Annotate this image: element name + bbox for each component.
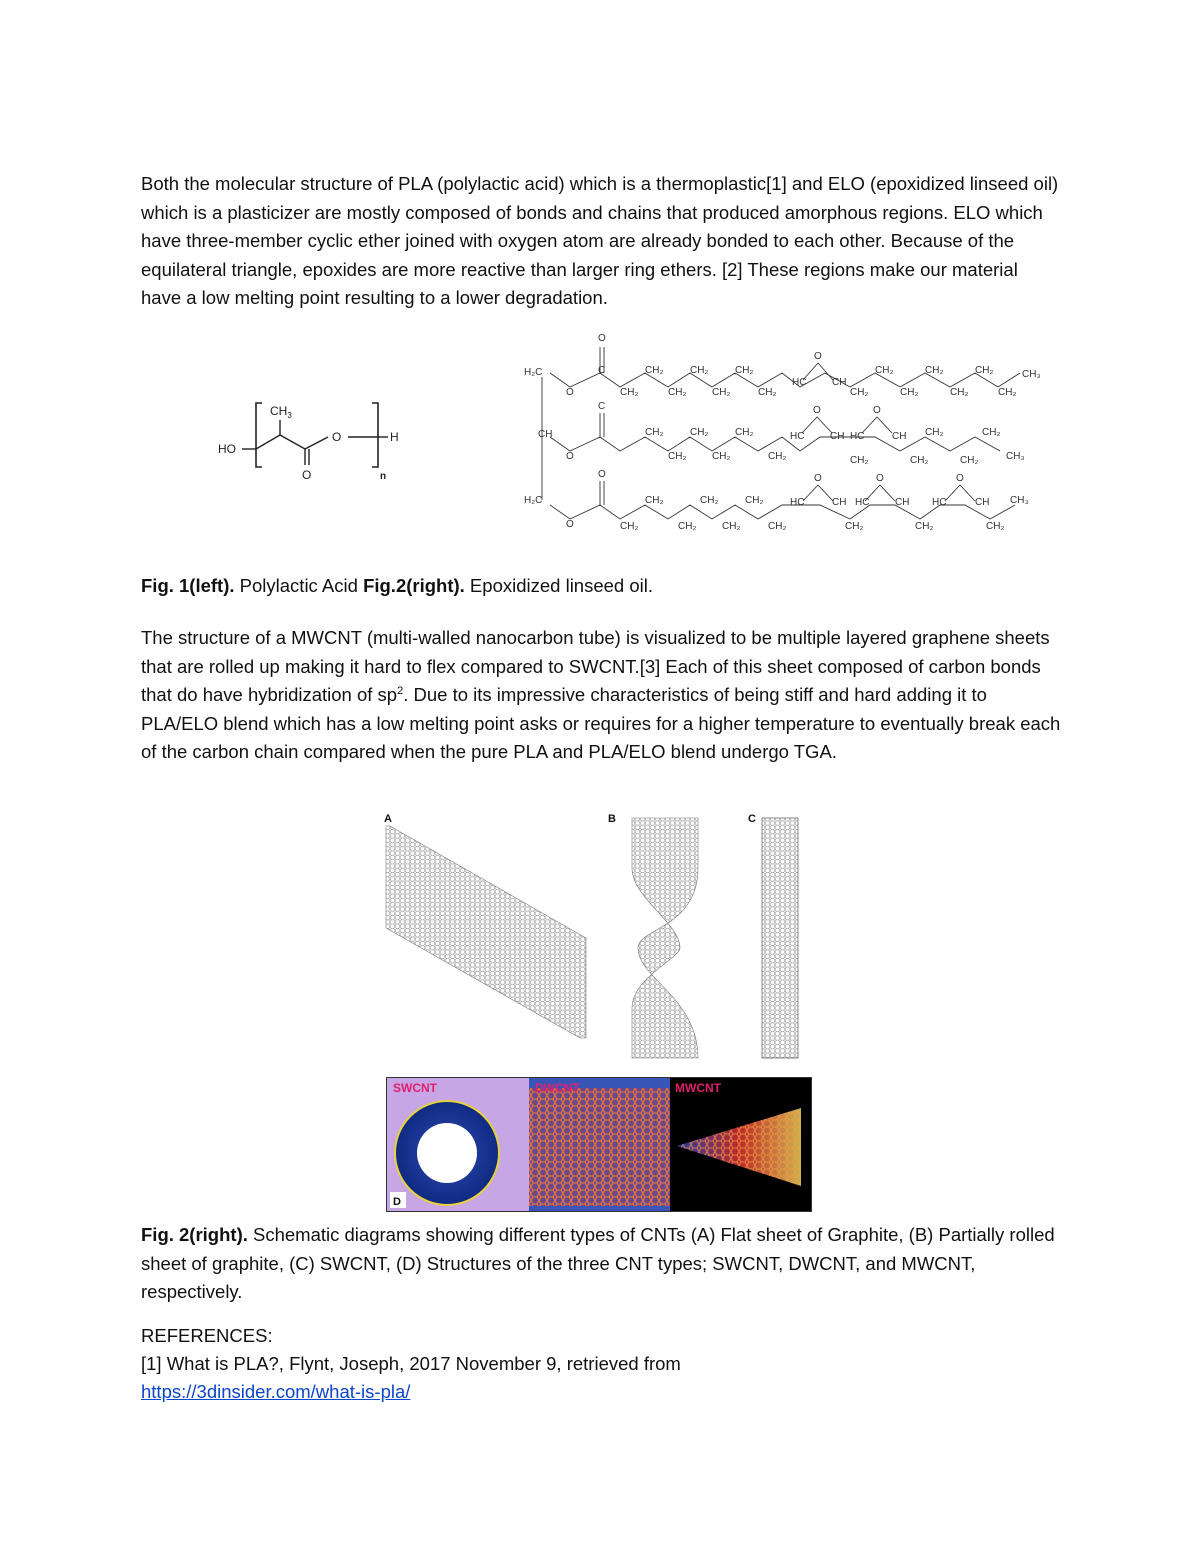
elo-ch2-label-1g: CH₂ <box>758 387 777 398</box>
elo-hc-label-2b: HC <box>850 431 865 442</box>
panel-d-label: D <box>393 1196 401 1208</box>
elo-ch2-label-1n: CH₂ <box>998 387 1017 398</box>
dwcnt-tint <box>529 1088 670 1206</box>
elo-ch2-label-1d: CH₂ <box>690 365 709 376</box>
elo-ch2-label-1a: CH₂ <box>620 387 639 398</box>
elo-ch-label-3b: CH <box>895 497 910 508</box>
elo-ch2-label-3g: CH₂ <box>768 521 787 532</box>
fig2-caption-label-inline: Fig.2(right). <box>363 575 465 596</box>
elo-ch2-label-3e: CH₂ <box>722 521 741 532</box>
figure2-caption <box>141 1221 1061 1307</box>
elo-hc-label-2a: HC <box>790 431 805 442</box>
elo-ch2-label-1e: CH₂ <box>712 387 731 398</box>
elo-o-label-1: O <box>598 333 606 344</box>
pla-carbonyl-oxygen-label: O <box>302 468 312 482</box>
dwcnt-label: DWCNT <box>535 1081 580 1095</box>
cnt-types-panel-d <box>386 1077 812 1212</box>
panel-a-label: A <box>384 813 392 825</box>
elo-hc-label-3c: HC <box>932 497 947 508</box>
elo-ch2-label-2g: CH₂ <box>850 455 869 466</box>
swcnt-hollow <box>417 1123 477 1183</box>
rolled-graphene-sheet <box>632 818 698 1058</box>
elo-epoxy-o-label-3a: O <box>814 473 822 484</box>
elo-ch2-label-1m: CH₂ <box>975 365 994 376</box>
elo-ch2-label-2d: CH₂ <box>712 451 731 462</box>
svg-text:CH3 <box>270 404 292 420</box>
elo-ch2-label-1k: CH₂ <box>925 365 944 376</box>
elo-ch2-label-3f: CH₂ <box>745 495 764 506</box>
elo-ch2-label-2k: CH₂ <box>982 427 1001 438</box>
elo-ch3-label-1: CH₃ <box>1022 369 1041 380</box>
elo-o-label-3b: O <box>566 519 574 530</box>
fig1-caption-label: Fig. 1(left). <box>141 575 235 596</box>
elo-c-label-2: C <box>598 401 606 412</box>
elo-hc-label-1: HC <box>792 377 807 388</box>
cnt-types-illustration <box>387 1078 811 1211</box>
flat-graphene-sheet <box>386 826 586 1038</box>
elo-epoxy-o-label-1: O <box>814 351 822 362</box>
elo-ch2-label-1c: CH₂ <box>668 387 687 398</box>
elo-ch2-label-2e: CH₂ <box>735 427 754 438</box>
elo-epoxy-o-label-2b: O <box>873 405 881 416</box>
pla-h-label: H <box>390 430 399 444</box>
elo-ch2-label-2j: CH₂ <box>960 455 979 466</box>
elo-ch2-label-1h: CH₂ <box>875 365 894 376</box>
elo-structure-diagram <box>520 325 1050 540</box>
elo-ch-backbone-label: CH <box>538 429 553 440</box>
elo-o-label-1b: O <box>566 387 574 398</box>
paragraph-mwcnt <box>141 624 1061 767</box>
elo-ch2-label-1b: CH₂ <box>645 365 664 376</box>
elo-ch2-label-3j: CH₂ <box>986 521 1005 532</box>
elo-ch2-label-3c: CH₂ <box>678 521 697 532</box>
fig1-caption-text: Polylactic Acid <box>234 575 364 596</box>
elo-o-label-3a: O <box>598 469 606 480</box>
elo-ch2-label-3h: CH₂ <box>845 521 864 532</box>
elo-ch2-label-2i: CH₂ <box>910 455 929 466</box>
fig2-caption-label: Fig. 2(right). <box>141 1224 248 1245</box>
fig2-caption-text-inline: Epoxidized linseed oil. <box>464 575 653 596</box>
cnt-schematic-abc <box>380 808 810 1070</box>
mwcnt-label: MWCNT <box>675 1081 721 1095</box>
panel-b-label: B <box>608 813 616 825</box>
elo-ch2-label-3d: CH₂ <box>700 495 719 506</box>
fig2-caption-text: Schematic diagrams showing different types of CNTs (A) Flat sheet of Graphite, (B) Partially rolled sheet of graphite, (C) SWCNT, (D) Structures of the three CNT types; SWCNT, DWCNT, and MWCNT, respectively. <box>141 1224 1055 1303</box>
pla-ch3-label: CH <box>270 404 288 418</box>
elo-ch2-label-2h: CH₂ <box>925 427 944 438</box>
paragraph-mwcnt-text-2: . Due to its impressive characteristics of being stiff and hard adding it to PLA/ELO blend which has a low melting point asks or requires for a higher temperature to eventually break each of the carbon chain compared when the pure PLA and PLA/ELO blend undergo TGA. <box>141 684 1061 763</box>
reference-1-link[interactable]: https://3dinsider.com/what-is-pla/ <box>141 1381 411 1402</box>
elo-epoxy-o-label-2a: O <box>813 405 821 416</box>
pla-ch3-subscript: 3 <box>287 411 292 420</box>
panel-c-label: C <box>748 813 756 825</box>
figure1-caption <box>141 572 1061 600</box>
elo-ch2-label-1l: CH₂ <box>950 387 969 398</box>
elo-h2c-label-1: H₂C <box>524 367 543 378</box>
elo-ch2-label-1i: CH₂ <box>850 387 869 398</box>
elo-ch2-label-2b: CH₂ <box>668 451 687 462</box>
elo-o-label-2: O <box>566 451 574 462</box>
pla-ho-label: HO <box>218 442 236 456</box>
elo-ch-label-2b: CH <box>892 431 907 442</box>
reference-1: [1] What is PLA?, Flynt, Joseph, 2017 November 9, retrieved from <box>141 1353 681 1374</box>
paragraph-intro: Both the molecular structure of PLA (polylactic acid) which is a thermoplastic[1] and ELO (epoxidized linseed oil) which is a plasticizer are mostly composed of bonds and chains that produced amorphous regions. ELO which have three-member cyclic ether joined with oxygen atom are already bonded to each other. Because of the equilateral triangle, epoxides are more reactive than larger ring ethers. [2] These regions make our material have a low melting point resulting to a lower degradation. <box>141 173 1059 309</box>
references-heading: REFERENCES: <box>141 1325 273 1346</box>
elo-epoxy-o-label-3b: O <box>876 473 884 484</box>
elo-hc-label-3b: HC <box>855 497 870 508</box>
elo-ch2-label-1f: CH₂ <box>735 365 754 376</box>
paragraph-mwcnt-text-1: The structure of a MWCNT (multi-walled nanocarbon tube) is visualized to be multiple layered graphene sheets that are rolled up making it hard to flex compared to SWCNT.[3] Each of this sheet composed of carbon bonds that do have hybridization of sp <box>141 627 1050 706</box>
pla-ester-oxygen-label: O <box>332 430 342 444</box>
pla-structure-diagram <box>210 395 410 485</box>
elo-ch2-label-2a: CH₂ <box>645 427 664 438</box>
elo-ch2-label-1j: CH₂ <box>900 387 919 398</box>
elo-c-label-1: C <box>598 365 606 376</box>
elo-ch-label-2a: CH <box>830 431 845 442</box>
swcnt-label: SWCNT <box>393 1081 437 1095</box>
references-section <box>141 1322 1061 1406</box>
pla-repeat-n-label: n <box>380 471 387 482</box>
elo-ch2-label-2c: CH₂ <box>690 427 709 438</box>
elo-ch2-label-3a: CH₂ <box>620 521 639 532</box>
elo-ch3-label-3: CH₃ <box>1010 495 1029 506</box>
swcnt-tube <box>762 818 798 1058</box>
sp2-superscript: 2 <box>397 685 404 698</box>
elo-hc-label-3a: HC <box>790 497 805 508</box>
elo-h2c-label-3: H₂C <box>524 495 543 506</box>
elo-ch3-label-2: CH₃ <box>1006 451 1025 462</box>
elo-ch-label-3a: CH <box>832 497 847 508</box>
elo-epoxy-o-label-3c: O <box>956 473 964 484</box>
elo-ch2-label-3b: CH₂ <box>645 495 664 506</box>
elo-ch-label-1: CH <box>832 377 847 388</box>
elo-ch2-label-3i: CH₂ <box>915 521 934 532</box>
elo-ch-label-3c: CH <box>975 497 990 508</box>
elo-ch2-label-2f: CH₂ <box>768 451 787 462</box>
